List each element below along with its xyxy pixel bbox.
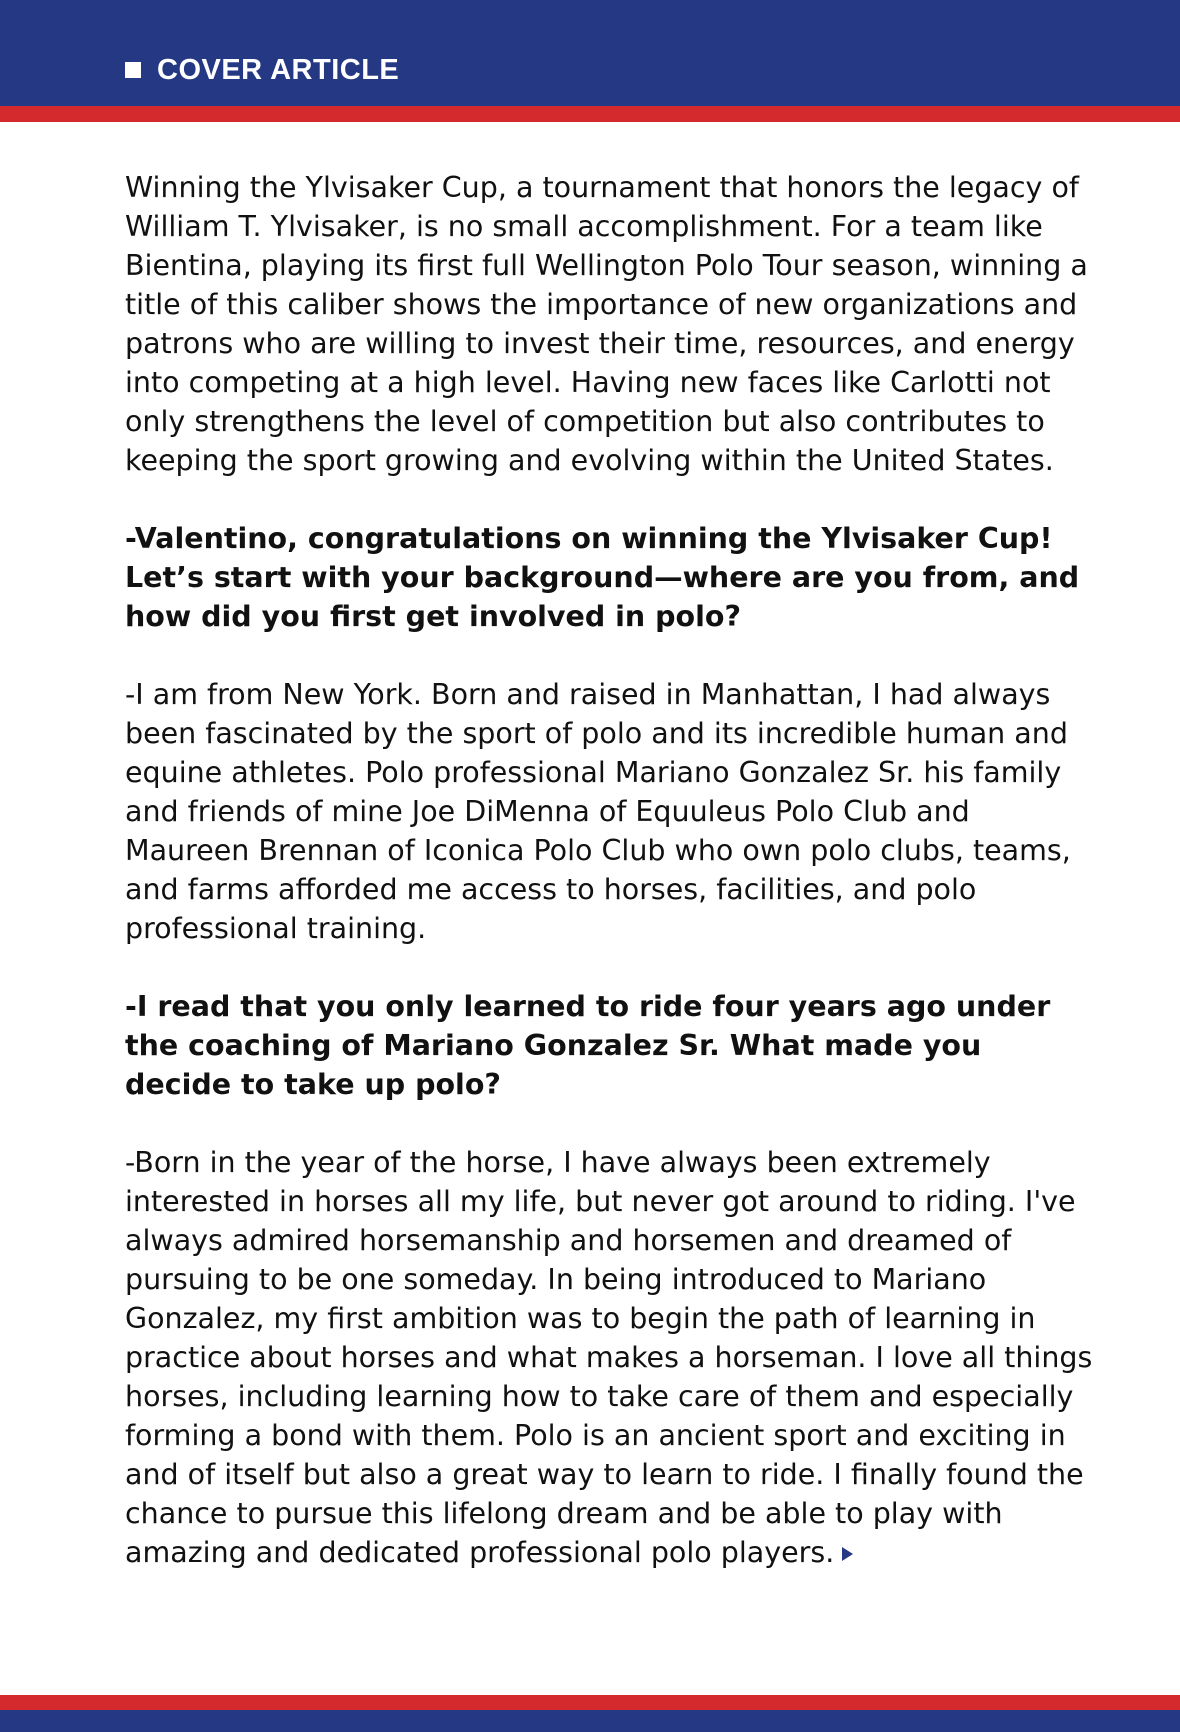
article-body [125,168,1095,1572]
question-2: -I read that you only learned to ride four years ago under the coaching of Mariano Gonzalez Sr. What made you decide to take up polo? [125,990,1051,1101]
question-1: -Valentino, congratulations on winning the Ylvisaker Cup! Let’s start with your background—where are you from, and how did you first get involved in polo? [125,522,1080,633]
section-label-text: COVER ARTICLE [157,53,400,86]
intro-paragraph: Winning the Ylvisaker Cup, a tournament that honors the legacy of William T. Ylvisaker, is no small accomplishment. For a team like Bientina, playing its first full Wellington Polo Tour season, winning a title of this caliber shows the importance of new organizations and patrons who are willing to invest their time, resources, and energy into competing at a high level. Having new faces like Carlotti not only strengthens the level of competition but also contributes to keeping the sport growing and evolving within the United States. [125,171,1088,477]
square-bullet-icon [125,62,141,78]
answer-2: -Born in the year of the horse, I have always been extremely interested in horses all my life, but never got around to riding. I've always admired horsemanship and horsemen and dreamed of pursuing to be one someday. In being introduced to Mariano Gonzalez, my first ambition was to begin the path of learning in practice about horses and what makes a horseman. I love all things horses, including learning how to take care of them and especially forming a bond with them. Polo is an ancient sport and exciting in and of itself but also a great way to learn to ride. I finally found the chance to pursue this lifelong dream and be able to play with amazing and dedicated professional polo players. [125,1146,1093,1569]
play-triangle-icon [842,1547,853,1561]
footer-bar [0,1710,1180,1732]
section-label [125,50,399,90]
answer-1: -I am from New York. Born and raised in Manhattan, I had always been fascinated by the sport of polo and its incredible human and equine athletes. Polo professional Mariano Gonzalez Sr. his family and friends of mine Joe DiMenna of Equuleus Polo Club and Maureen Brennan of Iconica Polo Club who own polo clubs, teams, and farms afforded me access to horses, facilities, and polo professional training. [125,678,1071,945]
footer-red-stripe [0,1695,1180,1710]
header-red-stripe [0,106,1180,122]
answer-2-wrapper [125,1143,1095,1572]
